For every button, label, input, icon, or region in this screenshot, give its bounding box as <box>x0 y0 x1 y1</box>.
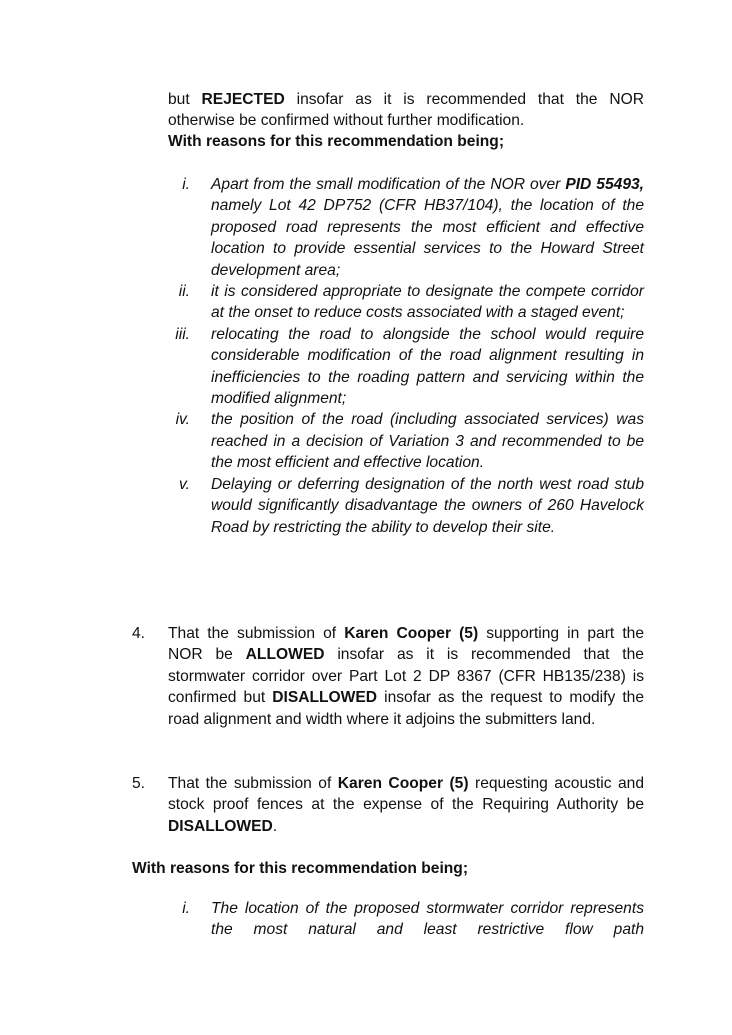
reason-number: iv. <box>175 411 190 429</box>
intro-text-1: but <box>168 91 202 108</box>
disallowed-bold: DISALLOWED <box>168 817 273 835</box>
reason-number: ii. <box>178 283 190 301</box>
reason-text: the position of the road (including associated services) was reached in a decision of Variation 3 and recommended to be the most efficient and effective location. <box>211 411 644 472</box>
reason-item <box>168 324 644 410</box>
reason-text: relocating the road to alongside the school would require considerable modification of the road alignment resulting in inefficiencies to the roading pattern and servicing within the modified alignment; <box>211 325 644 408</box>
reasons-heading-1: With reasons for this recommendation being; <box>168 133 505 150</box>
reason-number: v. <box>179 475 190 493</box>
submitter-name-bold: Karen Cooper (5) <box>337 775 469 792</box>
item-text: That the submission of Karen Cooper (5) requesting acoustic and stock proof fences at the expense of the Requiring Authority be DISALLOWED. <box>168 775 644 835</box>
reason-text: Apart from the small modification of the NOR over PID 55493, namely Lot 42 DP752 (CFR HB37/104), the location of the proposed road represents the most efficient and effective location to provide essential services to the Howard Street development area; <box>211 176 644 279</box>
reason-item <box>168 409 644 473</box>
reasons-heading-2: With reasons for this recommendation being; <box>132 860 469 877</box>
item-number: 4. <box>132 625 146 642</box>
disallowed-bold: DISALLOWED <box>272 689 378 707</box>
reason-text: The location of the proposed stormwater corridor represents the most natural and least restrictive flow path <box>211 900 644 939</box>
reason-item <box>168 174 644 281</box>
reason-number: i. <box>182 900 190 917</box>
intro-rejected-bold: REJECTED <box>201 91 285 108</box>
pid-bold: PID 55493, <box>565 176 644 193</box>
reason-item <box>168 281 644 324</box>
intro-paragraph <box>168 89 644 132</box>
item-text: That the submission of Karen Cooper (5) supporting in part the NOR be ALLOWED insofar as it is recommended that the stormwater corridor over Part Lot 2 DP 8367 (CFR HB135/238) is confirmed but DISALLOWED insofar as the request to modify the road alignment and width where it adjoins the submitters land. <box>168 625 644 728</box>
reasons-list-2 <box>168 898 644 941</box>
submitter-name-bold: Karen Cooper (5) <box>344 625 479 642</box>
allowed-bold: ALLOWED <box>245 646 325 664</box>
recommendation-item-4 <box>132 623 644 730</box>
reason-number: i. <box>182 176 190 193</box>
reason-number: iii. <box>175 325 190 343</box>
item-number: 5. <box>132 775 146 792</box>
intro-text-2: insofar as it is recommended that the NOR otherwise be confirmed without further modification. <box>168 91 644 130</box>
reasons-list-1 <box>168 174 644 538</box>
reason-text: it is considered appropriate to designate the compete corridor at the onset to reduce costs associated with a staged event; <box>211 283 644 322</box>
reason-item <box>168 898 644 941</box>
reason-item <box>168 474 644 538</box>
reason-text: Delaying or deferring designation of the north west road stub would significantly disadvantage the owners of 260 Havelock Road by restricting the ability to develop their site. <box>211 475 644 536</box>
recommendation-item-5 <box>132 773 644 837</box>
